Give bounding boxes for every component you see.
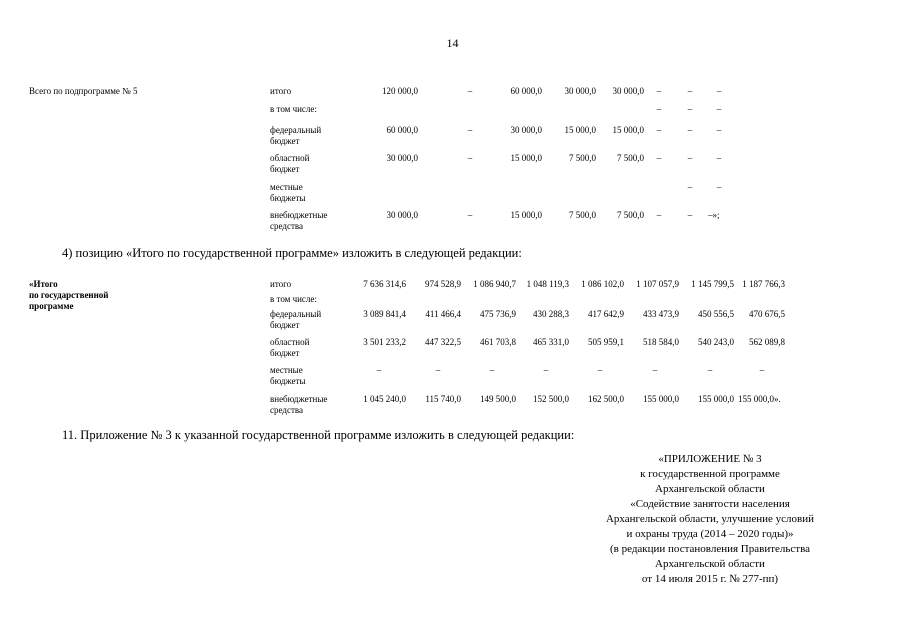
- row-name: в том числе:: [270, 294, 317, 304]
- cell: –: [707, 365, 713, 375]
- appendix-line: и охраны труда (2014 – 2020 годы)»: [626, 528, 794, 540]
- row-name: федеральный: [270, 125, 322, 135]
- cell: 7 500,0: [617, 153, 644, 163]
- row-name: областной: [270, 153, 310, 163]
- row-name: областной: [270, 337, 310, 347]
- cell: 30 000,0: [612, 86, 644, 96]
- cell: –: [489, 365, 495, 375]
- cell: 7 500,0: [617, 210, 644, 220]
- appendix-header: [560, 452, 860, 587]
- cell: –: [759, 365, 765, 375]
- cell: 155 000,0: [698, 394, 734, 404]
- cell: –: [716, 182, 722, 192]
- cell: 1 045 240,0: [363, 394, 406, 404]
- cell: 152 500,0: [533, 394, 569, 404]
- cell: 149 500,0: [480, 394, 516, 404]
- cell: –: [716, 153, 722, 163]
- cell: –: [467, 125, 473, 135]
- cell: 470 676,5: [749, 309, 785, 319]
- row-name: итого: [270, 86, 292, 96]
- cell: 461 703,8: [480, 337, 516, 347]
- cell: –: [656, 210, 662, 220]
- row-name: бюджеты: [270, 376, 306, 386]
- cell: 447 322,5: [425, 337, 461, 347]
- appendix-line: Архангельской области: [655, 483, 765, 495]
- row-name: бюджет: [270, 320, 300, 330]
- cell: 1 086 102,0: [581, 279, 624, 289]
- cell: 115 740,0: [425, 394, 461, 404]
- cell: 411 466,4: [425, 309, 461, 319]
- cell: 7 500,0: [569, 153, 596, 163]
- heading-item-11: 11. Приложение № 3 к указанной государственной программе изложить в следующей редакции:: [62, 428, 575, 442]
- cell: –: [652, 365, 658, 375]
- heading-item-4: 4) позицию «Итого по государственной программе» изложить в следующей редакции:: [62, 246, 522, 260]
- row-name: внебюджетные: [270, 394, 328, 404]
- cell: 518 584,0: [643, 337, 679, 347]
- cell: 475 736,9: [480, 309, 516, 319]
- row-name: внебюджетные: [270, 210, 328, 220]
- appendix-line: «Содействие занятости населения: [630, 498, 790, 510]
- cell: –: [687, 86, 693, 96]
- cell: 417 642,9: [588, 309, 624, 319]
- appendix-line: «ПРИЛОЖЕНИЕ № 3: [658, 453, 762, 465]
- row-name: федеральный: [270, 309, 322, 319]
- row-name: бюджет: [270, 164, 300, 174]
- cell: 540 243,0: [698, 337, 734, 347]
- cell: 30 000,0: [510, 125, 542, 135]
- cell: –: [687, 210, 693, 220]
- cell: –: [716, 86, 722, 96]
- cell: 3 089 841,4: [363, 309, 406, 319]
- cell: 30 000,0: [386, 210, 418, 220]
- cell: 1 145 799,5: [691, 279, 734, 289]
- cell: –: [716, 125, 722, 135]
- row-name: средства: [270, 221, 304, 231]
- row-name: в том числе:: [270, 104, 317, 114]
- appendix-line: (в редакции постановления Правительства: [609, 543, 811, 555]
- cell: –»;: [708, 210, 720, 220]
- cell: 974 528,9: [425, 279, 461, 289]
- cell: –: [687, 153, 693, 163]
- cell: 1 048 119,3: [526, 279, 569, 289]
- appendix-line: от 14 июля 2015 г. № 277-пп): [641, 573, 779, 585]
- cell: 465 331,0: [533, 337, 569, 347]
- cell: –: [687, 125, 693, 135]
- row-name: бюджет: [270, 136, 300, 146]
- cell: –: [467, 210, 473, 220]
- row-name: бюджет: [270, 348, 300, 358]
- cell: 30 000,0: [564, 86, 596, 96]
- cell: –: [656, 153, 662, 163]
- cell: 1 187 766,3: [742, 279, 785, 289]
- row-name: итого: [270, 279, 292, 289]
- cell: –: [687, 104, 693, 114]
- table1-label: Всего по подпрограмме № 5: [29, 86, 138, 96]
- appendix-line: к государственной программе: [640, 468, 780, 480]
- appendix-line: Архангельской области: [655, 558, 765, 570]
- cell: 562 089,8: [749, 337, 785, 347]
- cell: –: [467, 153, 473, 163]
- cell: 15 000,0: [612, 125, 644, 135]
- cell: 162 500,0: [588, 394, 624, 404]
- cell: –: [467, 86, 473, 96]
- cell: 15 000,0: [510, 153, 542, 163]
- cell: –: [543, 365, 549, 375]
- row-name: бюджеты: [270, 193, 306, 203]
- cell: 155 000,0: [643, 394, 679, 404]
- cell: –: [597, 365, 603, 375]
- cell: –: [435, 365, 441, 375]
- cell: 60 000,0: [510, 86, 542, 96]
- row-name: местные: [270, 365, 303, 375]
- cell: 30 000,0: [386, 153, 418, 163]
- cell: –: [687, 182, 693, 192]
- cell: 15 000,0: [510, 210, 542, 220]
- cell: –: [376, 365, 382, 375]
- cell: –: [656, 104, 662, 114]
- cell: –: [656, 125, 662, 135]
- cell: 120 000,0: [382, 86, 418, 96]
- cell: –: [716, 104, 722, 114]
- cell: 60 000,0: [386, 125, 418, 135]
- cell: 15 000,0: [564, 125, 596, 135]
- cell: 1 107 057,9: [636, 279, 679, 289]
- row-name: средства: [270, 405, 304, 415]
- cell: 7 636 314,6: [363, 279, 406, 289]
- cell: 1 086 940,7: [473, 279, 516, 289]
- cell: 7 500,0: [569, 210, 596, 220]
- cell: 430 288,3: [533, 309, 569, 319]
- appendix-line: Архангельской области, улучшение условий: [605, 513, 815, 525]
- cell: 3 501 233,2: [363, 337, 406, 347]
- cell: 450 556,5: [698, 309, 734, 319]
- cell: 505 959,1: [588, 337, 624, 347]
- row-name: местные: [270, 182, 303, 192]
- cell: 433 473,9: [643, 309, 679, 319]
- page-number: 14: [446, 36, 459, 50]
- table2-label: «Итого по государственной программе: [29, 279, 109, 311]
- cell: 155 000,0».: [738, 394, 781, 404]
- cell: –: [656, 86, 662, 96]
